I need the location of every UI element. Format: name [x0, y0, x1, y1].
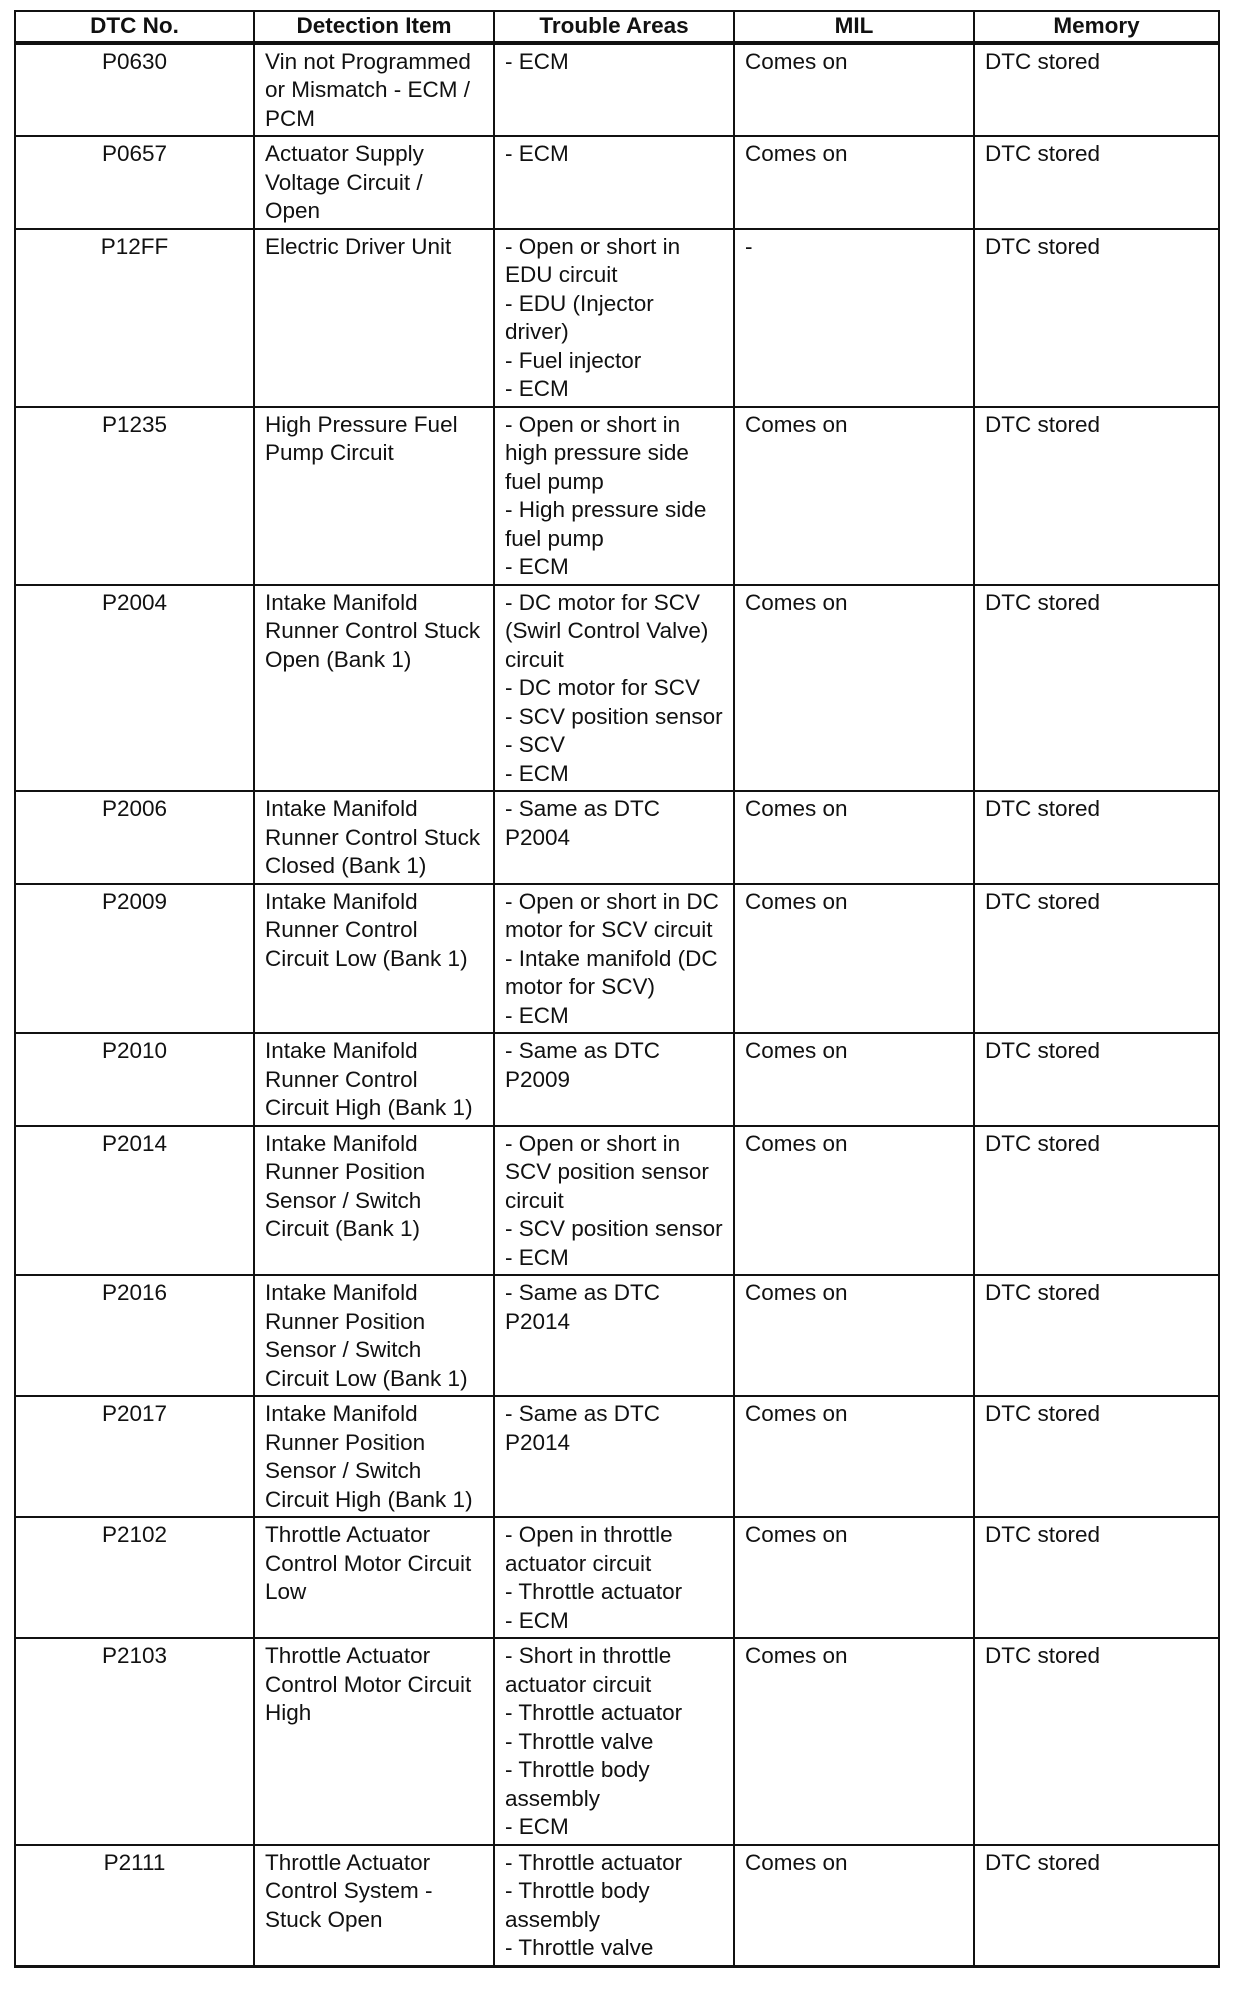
- mil-cell: Comes on: [734, 1638, 974, 1845]
- detection-item-cell: Intake Manifold Runner Position Sensor / Switch Circuit High (Bank 1): [254, 1396, 494, 1517]
- header-memory: Memory: [974, 11, 1219, 43]
- trouble-areas-cell: - Same as DTC P2014: [494, 1275, 734, 1396]
- detection-item-cell: Intake Manifold Runner Control Stuck Open (Bank 1): [254, 585, 494, 792]
- dtc-code-cell: P2009: [15, 884, 254, 1034]
- memory-cell: DTC stored: [974, 585, 1219, 792]
- mil-cell: -: [734, 229, 974, 407]
- detection-item-cell: Intake Manifold Runner Control Circuit Low (Bank 1): [254, 884, 494, 1034]
- mil-cell: Comes on: [734, 43, 974, 137]
- header-mil: MIL: [734, 11, 974, 43]
- dtc-code-cell: P2014: [15, 1126, 254, 1276]
- table-row: [15, 1033, 1219, 1126]
- detection-item-cell: Actuator Supply Voltage Circuit / Open: [254, 136, 494, 229]
- table-row: [15, 136, 1219, 229]
- dtc-code-cell: P2111: [15, 1845, 254, 1967]
- mil-cell: Comes on: [734, 1275, 974, 1396]
- mil-cell: Comes on: [734, 1396, 974, 1517]
- table-row: [15, 884, 1219, 1034]
- trouble-areas-cell: - ECM: [494, 43, 734, 137]
- dtc-code-cell: P0657: [15, 136, 254, 229]
- header-trouble-areas: Trouble Areas: [494, 11, 734, 43]
- dtc-code-cell: P2004: [15, 585, 254, 792]
- detection-item-cell: Intake Manifold Runner Control Stuck Closed (Bank 1): [254, 791, 494, 884]
- header-detection-item: Detection Item: [254, 11, 494, 43]
- memory-cell: DTC stored: [974, 1396, 1219, 1517]
- dtc-code-cell: P2017: [15, 1396, 254, 1517]
- trouble-areas-cell: - Same as DTC P2014: [494, 1396, 734, 1517]
- trouble-areas-cell: - Throttle actuator - Throttle body assembly - Throttle valve: [494, 1845, 734, 1967]
- detection-item-cell: Electric Driver Unit: [254, 229, 494, 407]
- detection-item-cell: Throttle Actuator Control System - Stuck Open: [254, 1845, 494, 1967]
- dtc-code-cell: P2102: [15, 1517, 254, 1638]
- table-row: [15, 1126, 1219, 1276]
- table-row: [15, 1845, 1219, 1967]
- memory-cell: DTC stored: [974, 1275, 1219, 1396]
- detection-item-cell: Intake Manifold Runner Position Sensor / Switch Circuit (Bank 1): [254, 1126, 494, 1276]
- table-row: [15, 1638, 1219, 1845]
- detection-item-cell: Throttle Actuator Control Motor Circuit Low: [254, 1517, 494, 1638]
- detection-item-cell: Throttle Actuator Control Motor Circuit High: [254, 1638, 494, 1845]
- trouble-areas-cell: - Same as DTC P2009: [494, 1033, 734, 1126]
- dtc-code-cell: P1235: [15, 407, 254, 585]
- mil-cell: Comes on: [734, 136, 974, 229]
- detection-item-cell: Intake Manifold Runner Position Sensor / Switch Circuit Low (Bank 1): [254, 1275, 494, 1396]
- trouble-areas-cell: - ECM: [494, 136, 734, 229]
- memory-cell: DTC stored: [974, 229, 1219, 407]
- memory-cell: DTC stored: [974, 407, 1219, 585]
- mil-cell: Comes on: [734, 791, 974, 884]
- trouble-areas-cell: - Same as DTC P2004: [494, 791, 734, 884]
- memory-cell: DTC stored: [974, 1517, 1219, 1638]
- memory-cell: DTC stored: [974, 1845, 1219, 1967]
- detection-item-cell: Vin not Programmed or Mismatch - ECM / PCM: [254, 43, 494, 137]
- dtc-code-cell: P2103: [15, 1638, 254, 1845]
- trouble-areas-cell: - Open or short in SCV position sensor circuit - SCV position sensor - ECM: [494, 1126, 734, 1276]
- table-row: [15, 407, 1219, 585]
- trouble-areas-cell: - Short in throttle actuator circuit - Throttle actuator - Throttle valve - Throttle body assembly - ECM: [494, 1638, 734, 1845]
- trouble-areas-cell: - Open or short in EDU circuit - EDU (Injector driver) - Fuel injector - ECM: [494, 229, 734, 407]
- dtc-code-cell: P2006: [15, 791, 254, 884]
- table-row: [15, 1396, 1219, 1517]
- table-row: [15, 229, 1219, 407]
- mil-cell: Comes on: [734, 1126, 974, 1276]
- memory-cell: DTC stored: [974, 1126, 1219, 1276]
- memory-cell: DTC stored: [974, 791, 1219, 884]
- table-row: [15, 1275, 1219, 1396]
- memory-cell: DTC stored: [974, 136, 1219, 229]
- dtc-code-cell: P0630: [15, 43, 254, 137]
- mil-cell: Comes on: [734, 407, 974, 585]
- dtc-code-cell: P2010: [15, 1033, 254, 1126]
- table-header: [15, 11, 1219, 43]
- header-row: [15, 11, 1219, 43]
- memory-cell: DTC stored: [974, 884, 1219, 1034]
- table-body: [15, 43, 1219, 1967]
- trouble-areas-cell: - Open or short in DC motor for SCV circuit - Intake manifold (DC motor for SCV) - ECM: [494, 884, 734, 1034]
- memory-cell: DTC stored: [974, 43, 1219, 137]
- table-row: [15, 43, 1219, 137]
- memory-cell: DTC stored: [974, 1033, 1219, 1126]
- mil-cell: Comes on: [734, 1517, 974, 1638]
- detection-item-cell: High Pressure Fuel Pump Circuit: [254, 407, 494, 585]
- trouble-areas-cell: - Open or short in high pressure side fuel pump - High pressure side fuel pump - ECM: [494, 407, 734, 585]
- detection-item-cell: Intake Manifold Runner Control Circuit High (Bank 1): [254, 1033, 494, 1126]
- mil-cell: Comes on: [734, 585, 974, 792]
- dtc-table: [14, 10, 1220, 1968]
- trouble-areas-cell: - DC motor for SCV (Swirl Control Valve) circuit - DC motor for SCV - SCV position sensor - SCV - ECM: [494, 585, 734, 792]
- mil-cell: Comes on: [734, 1033, 974, 1126]
- mil-cell: Comes on: [734, 884, 974, 1034]
- header-dtc-no: DTC No.: [15, 11, 254, 43]
- dtc-code-cell: P12FF: [15, 229, 254, 407]
- table-row: [15, 1517, 1219, 1638]
- dtc-code-cell: P2016: [15, 1275, 254, 1396]
- memory-cell: DTC stored: [974, 1638, 1219, 1845]
- table-row: [15, 585, 1219, 792]
- trouble-areas-cell: - Open in throttle actuator circuit - Throttle actuator - ECM: [494, 1517, 734, 1638]
- mil-cell: Comes on: [734, 1845, 974, 1967]
- table-row: [15, 791, 1219, 884]
